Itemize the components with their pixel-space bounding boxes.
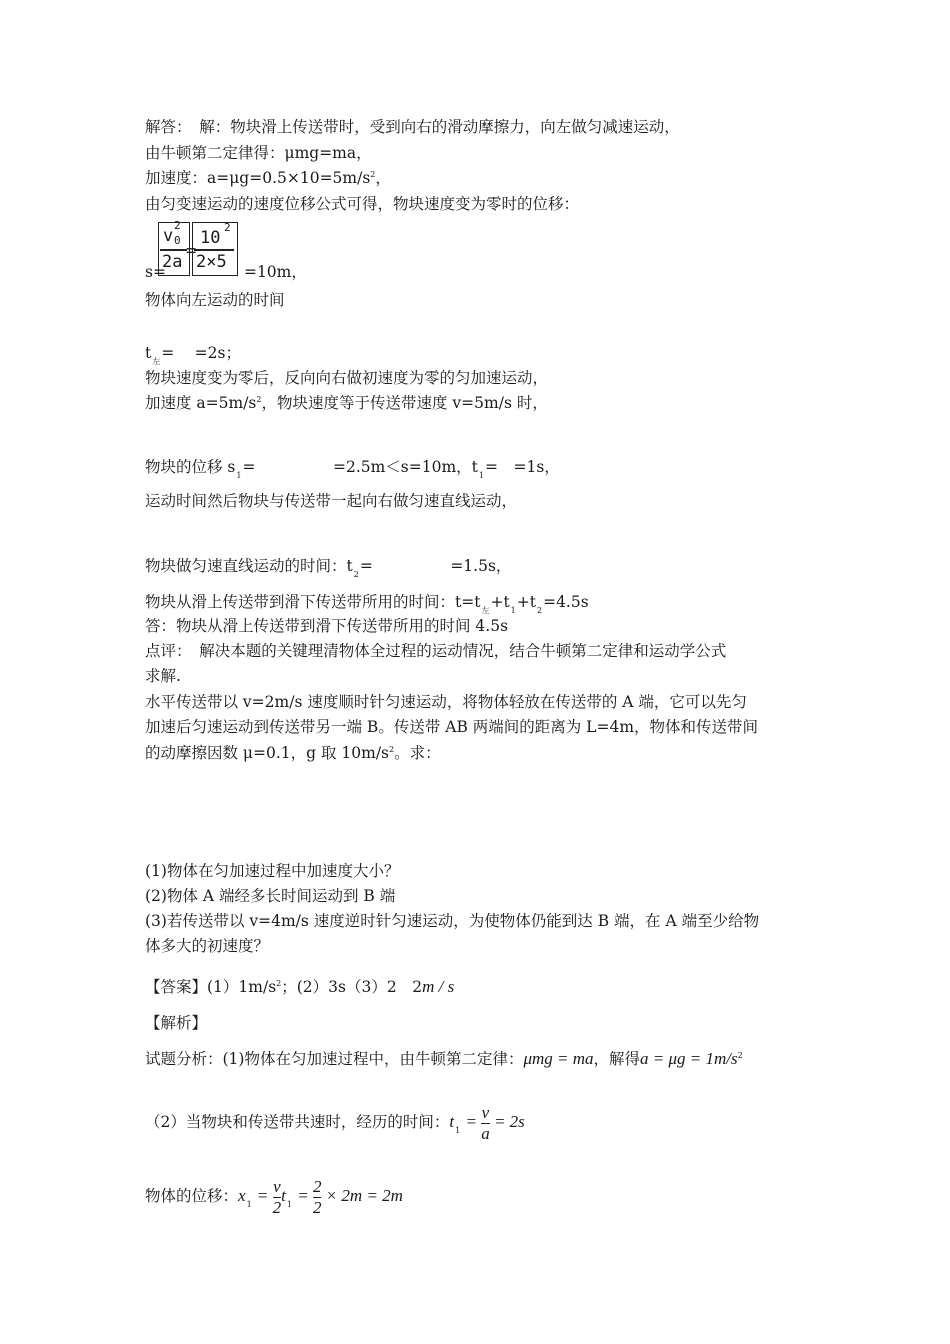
question-2: (2)物体 A 端经多长时间运动到 B 端 xyxy=(145,887,396,905)
text-line: 答：物块从滑上传送带到滑下传送带所用的时间 4.5s xyxy=(145,617,509,635)
text-line: 物体向左运动的时间 xyxy=(145,291,285,309)
text-line: 物块的位移 $s_1=$ =2.5m＜s=10m，$t_1=$ =1s， xyxy=(145,458,560,480)
formula-text: 10 xyxy=(200,228,221,248)
formula-text: = xyxy=(186,241,197,261)
fraction-v-over-a: $\frac{v}{a}$ xyxy=(481,1102,490,1143)
text-line: 物块做匀速直线运动的时间：$t_2=$ =1.5s， xyxy=(145,557,512,579)
text-line: 求解. xyxy=(145,667,181,685)
text-line: 运动时间然后物块与传送带一起向右做匀速直线运动， xyxy=(145,492,518,510)
text-line: 加速度：$a=\mu g=0.5\times 10=5m/s^2$， xyxy=(145,169,391,187)
formula-text: v xyxy=(163,226,174,246)
fraction-2-over-2: $\frac{2}{2}$ xyxy=(312,1176,322,1217)
formula-text: 2a xyxy=(162,252,183,272)
text-line: 点评： 解决本题的关键理清物体全过程的运动情况，结合牛顿第二定律和运动学公式 xyxy=(145,642,727,660)
text-line: 的动摩擦因数 μ=0.1，g 取 $10m/s^2$。求： xyxy=(145,744,441,762)
analysis-line-3: 物体的位移：$x_1$ = $\frac{v}{2}$ $t_1$ = $\frac{2}{2}$ × 2m = 2m xyxy=(145,1176,403,1217)
text-line: $t_左=$ =2s； xyxy=(145,344,241,366)
text-line: 加速度 $a=5m/s^2$，物块速度等于传送带速度 v=5m/s 时， xyxy=(145,394,548,412)
analysis-heading: 【解析】 xyxy=(145,1014,208,1032)
text-line: 加速后匀速运动到传送带另一端 B。传送带 AB 两端间的距离为 L=4m，物体和传送带间 xyxy=(145,718,759,736)
text-line: 解答： 解：物块滑上传送带时，受到向右的滑动摩擦力，向左做匀减速运动， xyxy=(145,118,680,136)
question-1: (1)物体在匀加速过程中加速度大小？ xyxy=(145,862,400,880)
text-line: 物块速度变为零后，反向向右做初速度为零的匀加速运动， xyxy=(145,369,549,387)
text-line: 由牛顿第二定律得：μmg=ma， xyxy=(145,144,372,162)
formula-text: 2 xyxy=(174,219,181,232)
text-line: 物块从滑上传送带到滑下传送带所用的时间：$t=t_左+t_1+t_2=4.5s$ xyxy=(145,593,589,615)
question-3-cont: 体多大的初速度？ xyxy=(145,937,270,955)
answer-line: 【答案】$(1)1m/s^2$；(2）3s（3）2 2m / s xyxy=(145,977,455,996)
analysis-line-1: 试题分析：(1)物体在匀加速过程中，由牛顿第二定律：μmg = ma，解得$a = \mu g = 1m/s^2$ xyxy=(145,1049,743,1068)
text-line: 水平传送带以 v=2m/s 速度顺时针匀速运动，将物体轻放在传送带的 A 端，它可以先匀 xyxy=(145,693,747,711)
formula-text: 2×5 xyxy=(196,252,227,272)
text-line: s= =10m， xyxy=(145,263,307,281)
fraction-bar xyxy=(160,249,187,251)
fraction-bar xyxy=(194,249,234,251)
formula-text: 0 xyxy=(174,234,181,247)
fraction-v-over-2: $\frac{v}{2}$ xyxy=(272,1176,282,1217)
question-3: (3)若传送带以 v=4m/s 速度逆时针匀速运动，为使物体仍能到达 B 端，在 A 端至少给物 xyxy=(145,912,760,930)
formula-text: 2 xyxy=(224,221,231,234)
text-line: 由匀变速运动的速度位移公式可得，物块速度变为零时的位移： xyxy=(145,195,580,213)
analysis-line-2: （2）当物块和传送带共速时，经历的时间：$t_1$ = $\frac{v}{a}$ = 2s xyxy=(145,1102,525,1143)
